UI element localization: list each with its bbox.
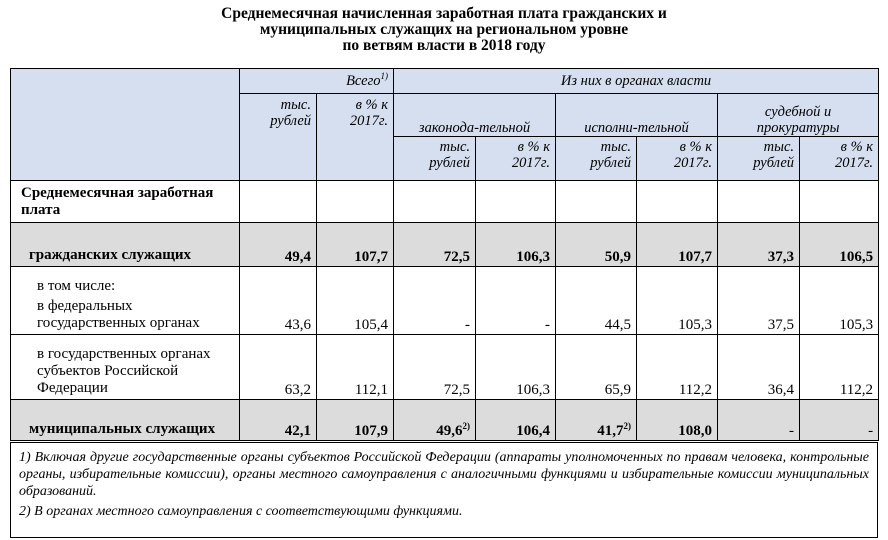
table-cell: 105,3 bbox=[800, 267, 879, 335]
table-cell: 105,4 bbox=[317, 267, 394, 335]
footnote-ref-2: 2) bbox=[462, 421, 471, 431]
table-cell: 107,7 bbox=[637, 223, 718, 267]
table-cell: 107,9 bbox=[317, 400, 394, 441]
table-cell: 42,1 bbox=[240, 400, 317, 441]
header-total-label: Всего bbox=[346, 73, 381, 89]
header-judicial-unit-rub: тыс. рублей bbox=[718, 137, 800, 181]
footnote-2: 2) В органах местного самоуправления с соответствующими функциями. bbox=[19, 504, 463, 519]
table-cell: 112,2 bbox=[637, 335, 718, 400]
row-incl-label: в том числе: bbox=[37, 278, 116, 294]
table-cell bbox=[556, 400, 637, 441]
table-cell bbox=[394, 400, 476, 441]
header-total bbox=[240, 69, 394, 94]
row-federal-label bbox=[11, 267, 240, 335]
table-cell: 36,4 bbox=[718, 335, 800, 400]
header-legislative: законода-тельной bbox=[394, 94, 556, 137]
table-cell: 106,5 bbox=[800, 223, 879, 267]
header-legislative-unit-rub: тыс. рублей bbox=[394, 137, 476, 181]
table-cell: 72,5 bbox=[394, 335, 476, 400]
footnote-ref-1: 1) bbox=[380, 71, 389, 81]
table-cell: 50,9 bbox=[556, 223, 637, 267]
title-line-1: Среднемесячная начисленная заработная плата гражданских и bbox=[221, 5, 667, 22]
footnote-ref-2: 2) bbox=[623, 421, 632, 431]
municipal-legislative-value: 49,6 bbox=[436, 423, 463, 439]
page-title bbox=[0, 6, 888, 54]
table-cell: 107,7 bbox=[317, 223, 394, 267]
title-line-2: муниципальных служащих на региональном уровне bbox=[259, 21, 629, 38]
header-executive-unit-pct: в % к 2017г. bbox=[637, 137, 718, 181]
header-executive: исполни-тельной bbox=[556, 94, 718, 137]
table-cell: 106,3 bbox=[476, 335, 556, 400]
table-cell: 37,5 bbox=[718, 267, 800, 335]
header-corner bbox=[11, 69, 240, 181]
header-executive-unit-rub: тыс. рублей bbox=[556, 137, 637, 181]
row-civil-label: гражданских служащих bbox=[11, 223, 240, 267]
table-cell: 72,5 bbox=[394, 223, 476, 267]
row-regional-label: в государственных органах субъектов Российской Федерации bbox=[11, 335, 240, 400]
row-municipal-label: муниципальных служащих bbox=[11, 400, 240, 441]
title-line-3: по ветвям власти в 2018 году bbox=[342, 37, 546, 54]
footnote-1: 1) Включая другие государственные органы субъектов Российской Федерации (аппараты уполномоченных по правам человека, контрольные органы, избирательные комиссии), органы местного самоуправления с аналогичными функциями и избирательные комиссии муниципальных образований. bbox=[19, 450, 869, 499]
table-cell: 65,9 bbox=[556, 335, 637, 400]
table-cell: - bbox=[718, 400, 800, 441]
header-total-unit-pct: в % к 2017г. bbox=[317, 94, 394, 181]
table-cell: 108,0 bbox=[637, 400, 718, 441]
table-cell: 112,1 bbox=[317, 335, 394, 400]
table-cell: - bbox=[800, 400, 879, 441]
table-cell: 44,5 bbox=[556, 267, 637, 335]
table-cell: 112,2 bbox=[800, 335, 879, 400]
header-legislative-unit-pct: в % к 2017г. bbox=[476, 137, 556, 181]
table-cell: - bbox=[476, 267, 556, 335]
header-of-them: Из них в органах власти bbox=[394, 69, 879, 94]
table-cell: 106,4 bbox=[476, 400, 556, 441]
header-total-unit-rub: тыс. рублей bbox=[240, 94, 317, 181]
table-cell: 43,6 bbox=[240, 267, 317, 335]
row-federal-text: в федеральных государственных органах bbox=[37, 298, 200, 331]
header-judicial: судебной и прокуратуры bbox=[718, 94, 879, 137]
header-judicial-unit-pct: в % к 2017г. bbox=[800, 137, 879, 181]
table-cell: 106,3 bbox=[476, 223, 556, 267]
table-cell: 49,4 bbox=[240, 223, 317, 267]
row-avg-label: Среднемесячная заработная плата bbox=[11, 181, 240, 223]
salary-table bbox=[10, 68, 879, 441]
municipal-executive-value: 41,7 bbox=[597, 423, 624, 439]
table-cell: 105,3 bbox=[637, 267, 718, 335]
footnotes bbox=[10, 442, 878, 538]
table-cell: 37,3 bbox=[718, 223, 800, 267]
table-cell: 63,2 bbox=[240, 335, 317, 400]
table-cell: - bbox=[394, 267, 476, 335]
